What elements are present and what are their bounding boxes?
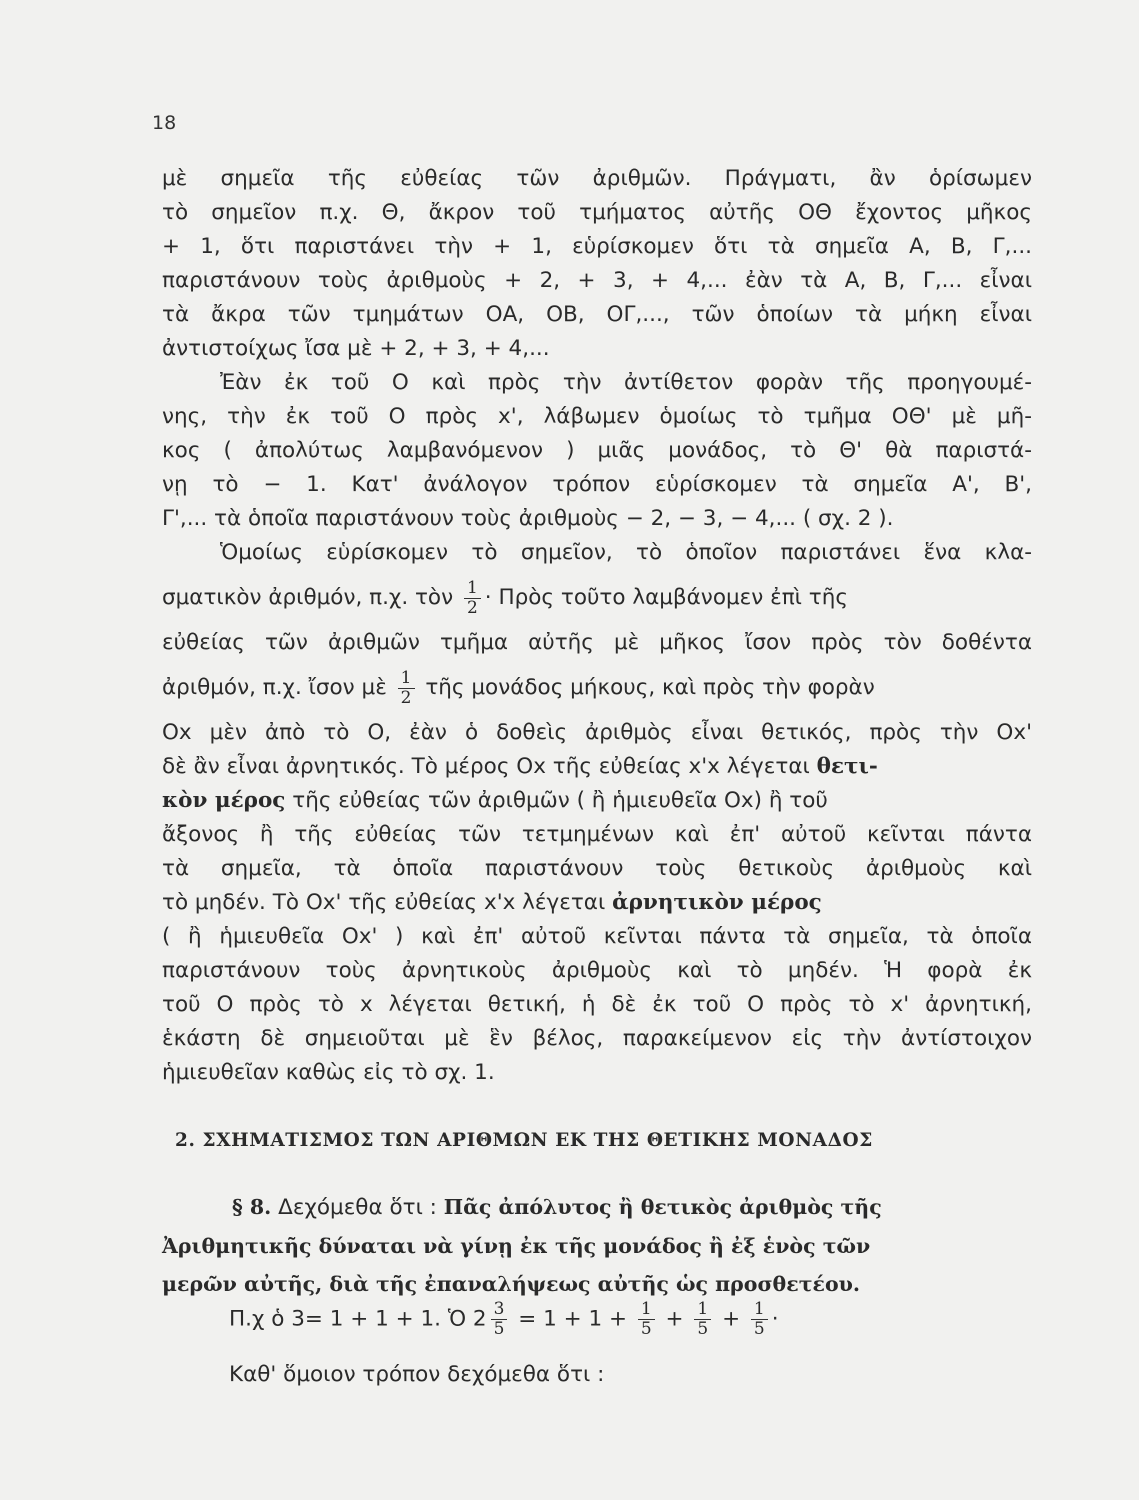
fraction-denominator: 5 xyxy=(493,1319,505,1339)
axiom-text: μερῶν αὐτῆς, διὰ τῆς ἐπαναλήψεως αὐτῆς ὡς προσθετέου. xyxy=(162,1272,860,1296)
fraction-denominator: 2 xyxy=(466,597,478,618)
axiom-text: Πᾶς ἀπόλυτος ἢ θετικὸς ἀριθμὸς τῆς xyxy=(443,1195,882,1219)
fraction-three-fifths xyxy=(491,1300,508,1339)
text-line: τὰ ἄκρα τῶν τμημάτων ΟΑ, ΟΒ, ΟΓ,..., τῶν ὁποίων τὰ μήκη εἶναι xyxy=(162,302,1032,327)
text-line: Ὁμοίως εὑρίσκομεν τὸ σημεῖον, τὸ ὁποῖον παριστάνει ἕνα κλα- xyxy=(220,540,1032,565)
text-line: Ἐὰν ἐκ τοῦ Ο καὶ πρὸς τὴν ἀντίθετον φορὰν τῆς προηγουμέ- xyxy=(220,370,1032,395)
text-fragment: τὸ μηδέν. Τὸ Οx' τῆς εὐθείας x'x λέγεται xyxy=(162,890,606,915)
text-line xyxy=(162,1188,1032,1227)
page-number: 18 xyxy=(152,112,177,134)
text-fragment: ἀριθμόν, π.χ. ἴσον μὲ xyxy=(162,675,387,700)
body-text xyxy=(162,162,1032,1090)
text-line: παριστάνουν τοὺς ἀρνητικοὺς ἀριθμοὺς καὶ τὸ μηδέν. Ἡ φορὰ ἐκ xyxy=(162,958,1032,983)
closing-line: Καθ' ὅμοιον τρόπον δεχόμεθα ὅτι : xyxy=(229,1362,605,1387)
fraction-denominator: 5 xyxy=(640,1319,652,1339)
text-line: ἑκάστη δὲ σημειοῦται μὲ ἓν βέλος, παρακείμενον εἰς τὴν ἀντίστοιχον xyxy=(162,1026,1032,1051)
text-line xyxy=(162,886,1032,920)
text-line: παριστάνουν τοὺς ἀριθμοὺς + 2, + 3, + 4,... ἐὰν τὰ Α, Β, Γ,... εἶναι xyxy=(162,268,1032,293)
fraction-denominator: 2 xyxy=(400,687,412,708)
text-line: ἄξονος ἢ τῆς εὐθείας τῶν τετμημένων καὶ ἐπ' αὐτοῦ κεῖνται πάντα xyxy=(162,822,1032,847)
text-line xyxy=(162,750,1032,784)
text-fragment: δὲ ἂν εἶναι ἀρνητικός. Τὸ μέρος Οx τῆς εὐθείας x'x λέγεται xyxy=(162,754,810,779)
equation-plus: + xyxy=(665,1306,684,1332)
fraction-one-fifth xyxy=(751,1300,768,1339)
axiom-text: Ἀριθμητικῆς δύναται νὰ γίνῃ ἐκ τῆς μονάδος ἢ ἐξ ἑνὸς τῶν xyxy=(162,1234,871,1258)
fraction-numerator: 3 xyxy=(491,1300,508,1320)
text-line xyxy=(162,784,1032,818)
fraction-one-fifth xyxy=(694,1300,711,1339)
text-line: ἀντιστοίχως ἴσα μὲ + 2, + 3, + 4,... xyxy=(162,336,550,361)
fraction-denominator: 5 xyxy=(753,1319,765,1339)
text-line: τοῦ Ο πρὸς τὸ x λέγεται θετική, ἡ δὲ ἐκ τοῦ Ο πρὸς τὸ x' ἀρνητική, xyxy=(162,992,1032,1017)
example-equation xyxy=(229,1300,779,1339)
text-line: ( ἢ ἡμιευθεῖα Οx' ) καὶ ἐπ' αὐτοῦ κεῖνται πάντα τὰ σημεῖα, τὰ ὁποῖα xyxy=(162,924,1032,949)
term-positive: θετι- xyxy=(816,754,878,779)
text-line: Οx μὲν ἀπὸ τὸ Ο, ἐὰν ὁ δοθεὶς ἀριθμὸς εἶναι θετικός, πρὸς τὴν Οx' xyxy=(162,720,1032,745)
text-fragment: Δεχόμεθα ὅτι : xyxy=(278,1195,437,1220)
fraction-numerator: 1 xyxy=(464,579,481,599)
text-line xyxy=(162,660,1032,716)
text-line: τὸ σημεῖον π.χ. Θ, ἄκρον τοῦ τμήματος αὐτῆς ΟΘ ἔχοντος μῆκος xyxy=(162,200,1032,225)
equation-plus: + xyxy=(722,1306,741,1332)
text-line: τὰ σημεῖα, τὰ ὁποῖα παριστάνουν τοὺς θετικοὺς ἀριθμοὺς καὶ xyxy=(162,856,1032,881)
text-line: νῃ τὸ − 1. Κατ' ἀνάλογον τρόπον εὑρίσκομεν τὰ σημεῖα Α', Β', xyxy=(162,472,1032,497)
section-mark: § 8. xyxy=(232,1195,272,1219)
text-line xyxy=(162,570,1032,626)
text-line: κος ( ἀπολύτως λαμβανόμενον ) μιᾶς μονάδος, τὸ Θ' θὰ παριστά- xyxy=(162,438,1032,463)
equation-end: · xyxy=(771,1306,779,1332)
fraction-numerator: 1 xyxy=(398,669,415,689)
text-fragment: τῆς εὐθείας τῶν ἀριθμῶν ( ἢ ἡμιευθεῖα Οx) ἢ τοῦ xyxy=(292,788,828,813)
fraction-denominator: 5 xyxy=(697,1319,709,1339)
text-fragment: · Πρὸς τοῦτο λαμβάνομεν ἐπὶ τῆς xyxy=(484,585,848,610)
text-line: νης, τὴν ἐκ τοῦ Ο πρὸς x', λάβωμεν ὁμοίως τὸ τμῆμα ΟΘ' μὲ μῆ- xyxy=(162,404,1032,429)
term-positive-part: κὸν μέρος xyxy=(162,788,286,813)
text-fragment: σματικὸν ἀριθμόν, π.χ. τὸν xyxy=(162,585,454,610)
fraction-numerator: 1 xyxy=(638,1300,655,1320)
text-line: Γ',... τὰ ὁποῖα παριστάνουν τοὺς ἀριθμοὺς − 2, − 3, − 4,... ( σχ. 2 ). xyxy=(162,506,894,531)
section-8 xyxy=(162,1188,1032,1303)
text-fragment: τῆς μονάδος μήκους, καὶ πρὸς τὴν φορὰν xyxy=(425,675,875,700)
fraction-one-fifth xyxy=(638,1300,655,1339)
equation-text: = 1 + 1 + xyxy=(518,1306,628,1332)
text-line: ἡμιευθεῖαν καθὼς εἰς τὸ σχ. 1. xyxy=(162,1060,495,1085)
term-negative-part: ἀρνητικὸν μέρος xyxy=(612,890,822,915)
fraction-one-half xyxy=(398,669,415,708)
text-line: μὲ σημεῖα τῆς εὐθείας τῶν ἀριθμῶν. Πράγματι, ἂν ὁρίσωμεν xyxy=(162,166,1032,191)
section-heading: 2. ΣΧΗΜΑΤΙΣΜΟΣ ΤΩΝ ΑΡΙΘΜΩΝ ΕΚ ΤΗΣ ΘΕΤΙΚΗΣ ΜΟΝΑΔΟΣ xyxy=(175,1130,873,1151)
fraction-numerator: 1 xyxy=(751,1300,768,1320)
equation-text: Π.χ ὁ 3= 1 + 1 + 1. Ὁ 2 xyxy=(229,1306,487,1332)
fraction-one-half xyxy=(464,579,481,618)
fraction-numerator: 1 xyxy=(694,1300,711,1320)
text-line: εὐθείας τῶν ἀριθμῶν τμῆμα αὐτῆς μὲ μῆκος ἴσον πρὸς τὸν δοθέντα xyxy=(162,630,1032,655)
text-line: + 1, ὅτι παριστάνει τὴν + 1, εὑρίσκομεν ὅτι τὰ σημεῖα Α, Β, Γ,... xyxy=(162,234,1032,259)
